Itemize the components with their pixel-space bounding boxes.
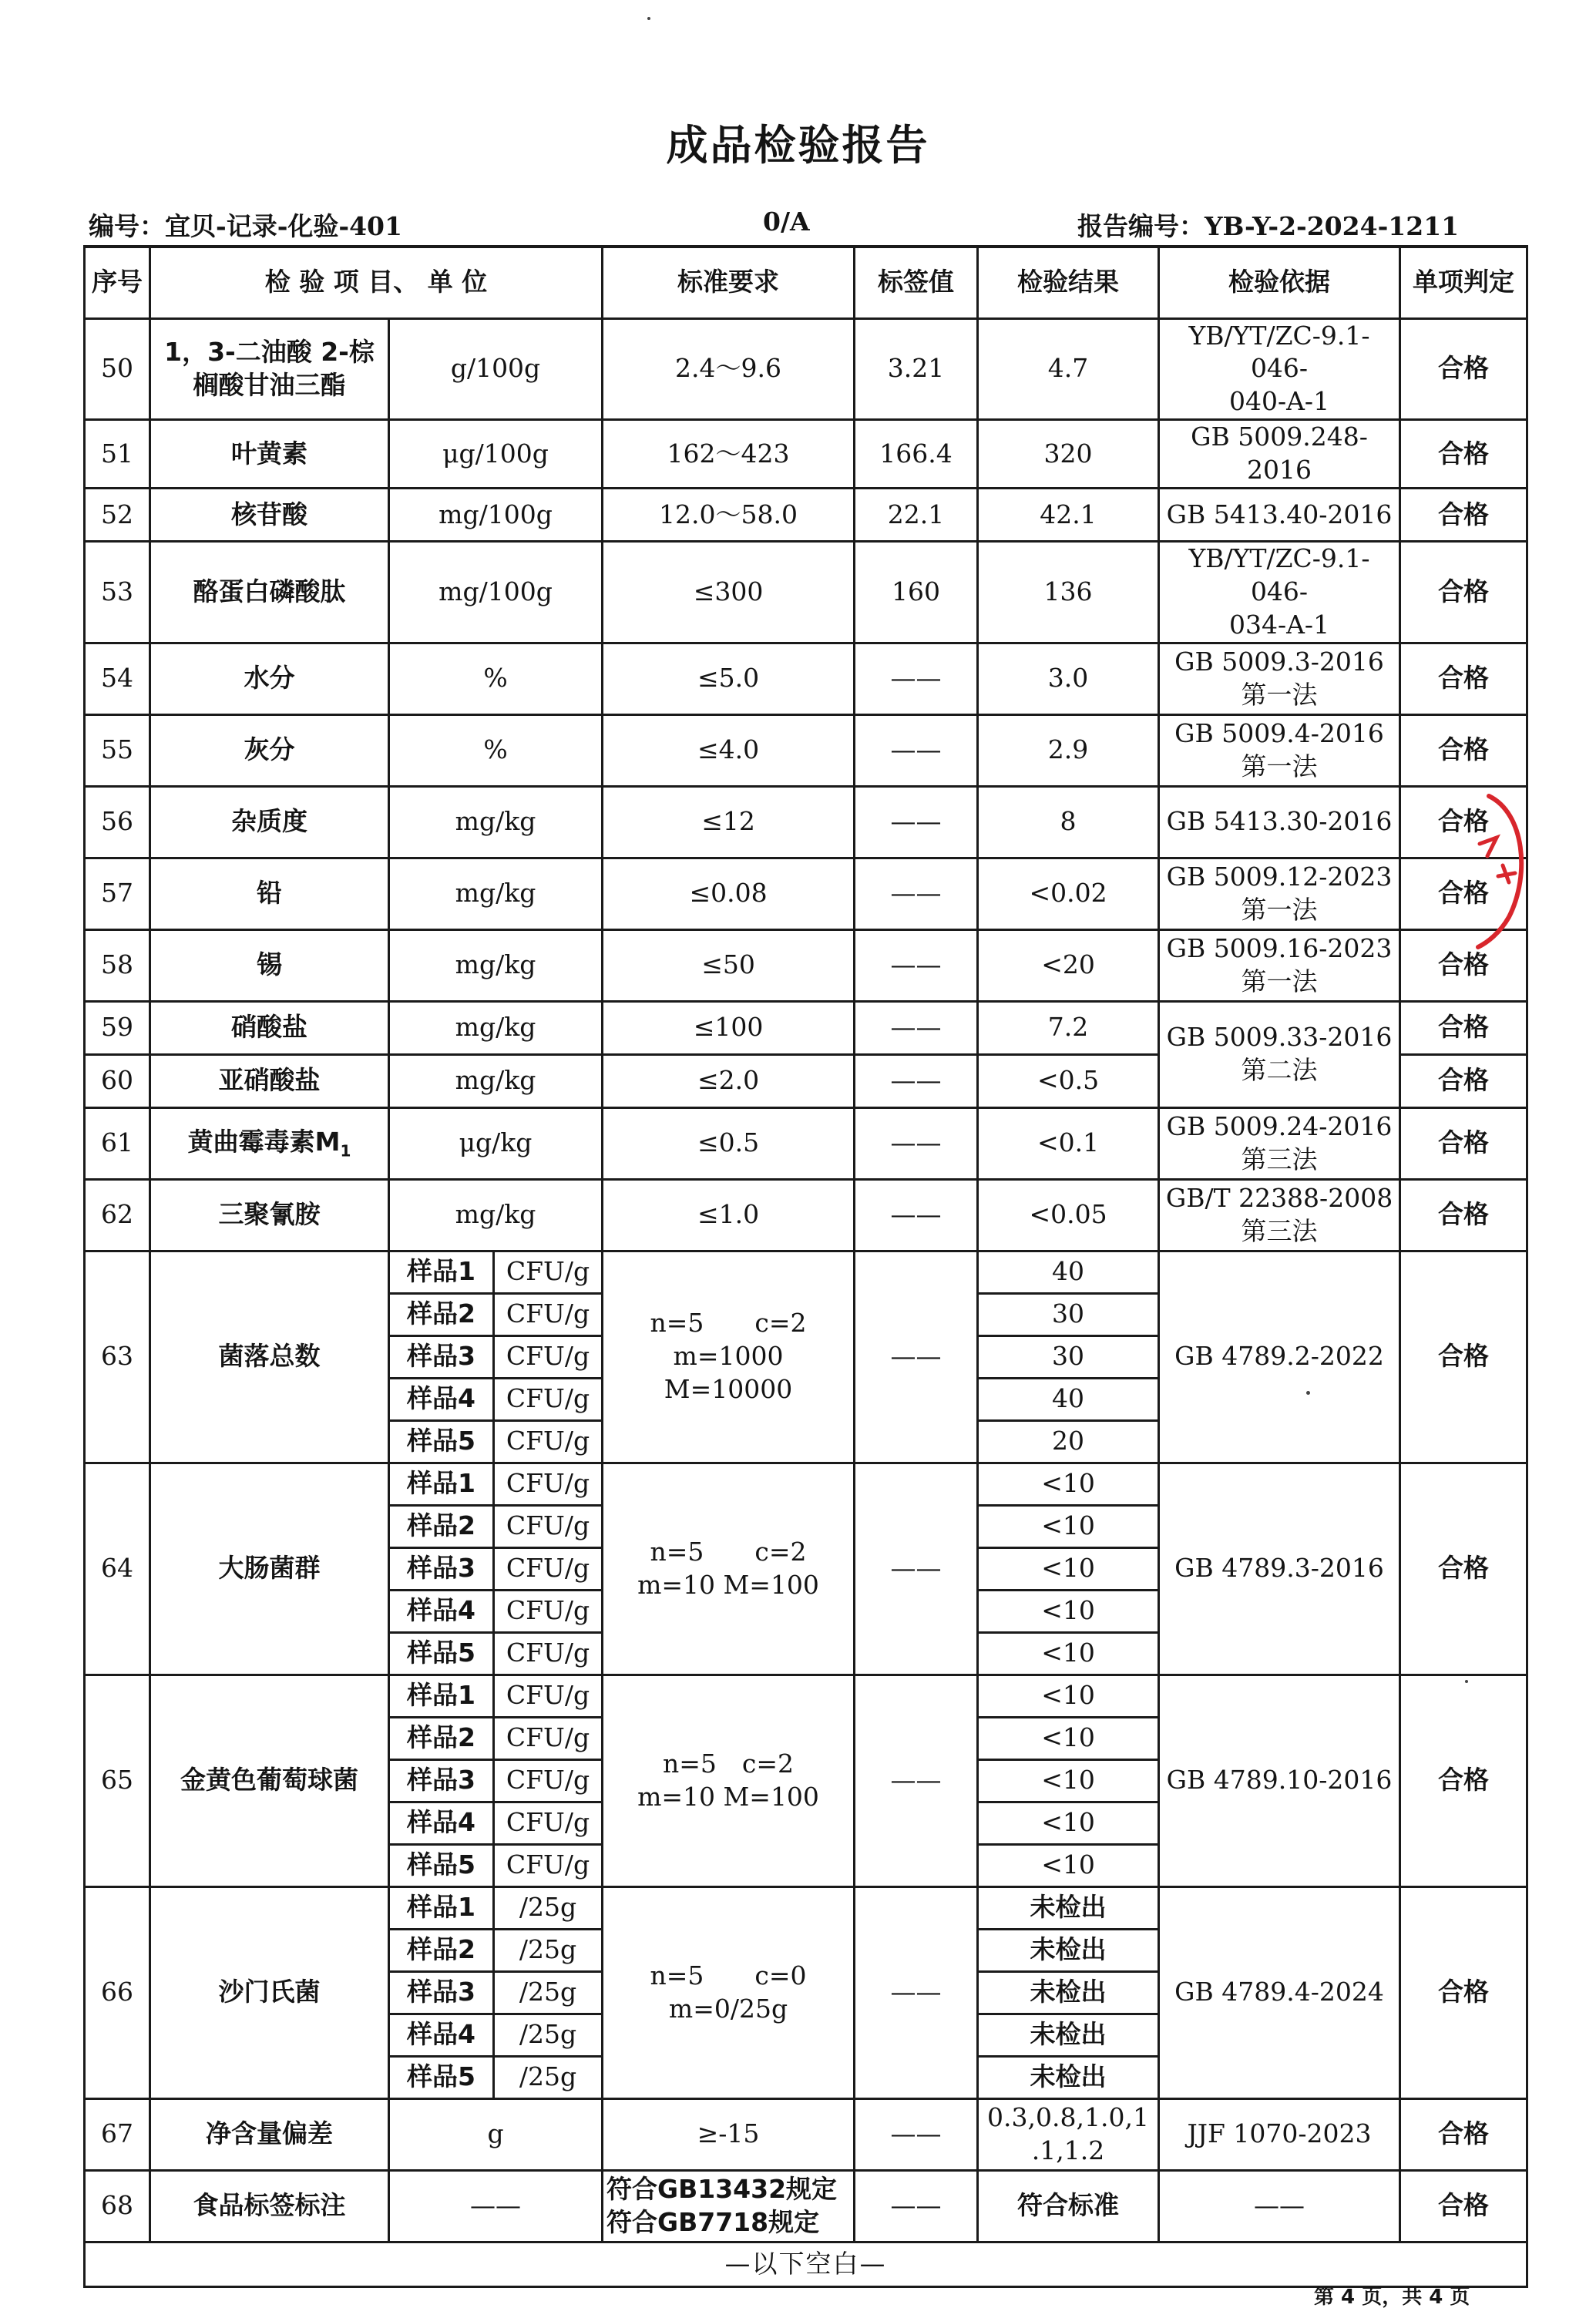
sample-unit: CFU/g bbox=[494, 1378, 603, 1420]
sample-result: <10 bbox=[978, 1759, 1159, 1802]
sample-unit: /25g bbox=[494, 2056, 603, 2098]
item-unit: mg/100g bbox=[389, 488, 603, 541]
standard-requirement: n=5 c=2 m=1000 M=10000 bbox=[603, 1251, 855, 1463]
label-value: —— bbox=[855, 643, 978, 714]
table-row bbox=[85, 929, 1527, 1001]
judgement: 合格 bbox=[1400, 714, 1527, 786]
sample-name: 样品3 bbox=[389, 1547, 494, 1590]
judgement: 合格 bbox=[1400, 786, 1527, 858]
test-basis: GB 5009.16-2023 第一法 bbox=[1159, 929, 1400, 1001]
sample-unit: CFU/g bbox=[494, 1335, 603, 1378]
label-value: —— bbox=[855, 1179, 978, 1251]
label-value: —— bbox=[855, 1001, 978, 1054]
sample-name: 样品1 bbox=[389, 1675, 494, 1717]
item-name: 硝酸盐 bbox=[150, 1001, 389, 1054]
sample-unit: CFU/g bbox=[494, 1802, 603, 1844]
standard-requirement: ≤5.0 bbox=[603, 643, 855, 714]
column-header-standard: 标准要求 bbox=[603, 247, 855, 318]
test-basis: GB/T 22388-2008 第三法 bbox=[1159, 1179, 1400, 1251]
standard-requirement: ≤50 bbox=[603, 929, 855, 1001]
sample-name: 样品4 bbox=[389, 1378, 494, 1420]
item-unit: —— bbox=[389, 2170, 603, 2242]
sample-unit: CFU/g bbox=[494, 1293, 603, 1335]
sample-result: 20 bbox=[978, 1420, 1159, 1463]
sample-unit: CFU/g bbox=[494, 1632, 603, 1675]
sample-name: 样品5 bbox=[389, 1420, 494, 1463]
row-number: 64 bbox=[85, 1463, 150, 1675]
row-number: 62 bbox=[85, 1179, 150, 1251]
test-result: <0.05 bbox=[978, 1179, 1159, 1251]
test-result: 7.2 bbox=[978, 1001, 1159, 1054]
sample-name: 样品1 bbox=[389, 1251, 494, 1293]
standard-requirement: 2.4～9.6 bbox=[603, 318, 855, 420]
sample-result: <10 bbox=[978, 1590, 1159, 1632]
table-row bbox=[85, 1675, 1527, 1717]
judgement: 合格 bbox=[1400, 643, 1527, 714]
row-number: 61 bbox=[85, 1107, 150, 1179]
label-value: —— bbox=[855, 1251, 978, 1463]
row-number: 55 bbox=[85, 714, 150, 786]
sample-name: 样品4 bbox=[389, 2014, 494, 2056]
row-number: 57 bbox=[85, 858, 150, 929]
sample-name: 样品5 bbox=[389, 2056, 494, 2098]
row-number: 53 bbox=[85, 541, 150, 643]
sample-unit: CFU/g bbox=[494, 1717, 603, 1759]
sample-result: <10 bbox=[978, 1547, 1159, 1590]
judgement: 合格 bbox=[1400, 1463, 1527, 1675]
item-name: 杂质度 bbox=[150, 786, 389, 858]
test-result: <20 bbox=[978, 929, 1159, 1001]
sample-result: <10 bbox=[978, 1463, 1159, 1505]
item-name: 食品标签标注 bbox=[150, 2170, 389, 2242]
item-name: 黄曲霉毒素$M_1$ bbox=[150, 1107, 389, 1179]
sample-unit: /25g bbox=[494, 1971, 603, 2014]
label-value: —— bbox=[855, 2170, 978, 2242]
label-value: —— bbox=[855, 1107, 978, 1179]
sample-name: 样品3 bbox=[389, 1759, 494, 1802]
label-value: —— bbox=[855, 714, 978, 786]
test-result: 0.3,0.8,1.0,1 .1,1.2 bbox=[978, 2098, 1159, 2170]
label-value: —— bbox=[855, 929, 978, 1001]
test-result: <0.1 bbox=[978, 1107, 1159, 1179]
item-unit: mg/kg bbox=[389, 1054, 603, 1107]
item-unit: g/100g bbox=[389, 318, 603, 420]
sample-unit: CFU/g bbox=[494, 1759, 603, 1802]
sample-result: 未检出 bbox=[978, 1971, 1159, 2014]
test-basis: —— bbox=[1159, 2170, 1400, 2242]
table-row bbox=[85, 2098, 1527, 2170]
test-basis: GB 5009.24-2016 第三法 bbox=[1159, 1107, 1400, 1179]
test-basis: GB 4789.2-2022 bbox=[1159, 1251, 1400, 1463]
row-number: 59 bbox=[85, 1001, 150, 1054]
standard-requirement: n=5 c=0 m=0/25g bbox=[603, 1886, 855, 2098]
report-title: 成品检验报告 bbox=[666, 121, 930, 170]
sample-result: <10 bbox=[978, 1717, 1159, 1759]
standard-requirement: ≤100 bbox=[603, 1001, 855, 1054]
item-unit: mg/kg bbox=[389, 929, 603, 1001]
sample-unit: /25g bbox=[494, 1886, 603, 1929]
sample-result: 未检出 bbox=[978, 1929, 1159, 1971]
label-value: 160 bbox=[855, 541, 978, 643]
table-row bbox=[85, 1107, 1527, 1179]
judgement: 合格 bbox=[1400, 318, 1527, 420]
judgement: 合格 bbox=[1400, 1251, 1527, 1463]
test-result: 2.9 bbox=[978, 714, 1159, 786]
sample-result: 未检出 bbox=[978, 2056, 1159, 2098]
row-number: 56 bbox=[85, 786, 150, 858]
label-value: —— bbox=[855, 858, 978, 929]
sample-unit: CFU/g bbox=[494, 1844, 603, 1886]
row-number: 66 bbox=[85, 1886, 150, 2098]
row-number: 52 bbox=[85, 488, 150, 541]
judgement: 合格 bbox=[1400, 1107, 1527, 1179]
judgement: 合格 bbox=[1400, 1001, 1527, 1054]
item-unit: mg/kg bbox=[389, 786, 603, 858]
table-row bbox=[85, 1001, 1527, 1054]
judgement: 合格 bbox=[1400, 541, 1527, 643]
test-basis: JJF 1070-2023 bbox=[1159, 2098, 1400, 2170]
sample-unit: CFU/g bbox=[494, 1675, 603, 1717]
column-header-item-unit: 检 验 项 目、 单 位 bbox=[150, 247, 603, 318]
table-header-row bbox=[85, 247, 1527, 318]
sample-name: 样品2 bbox=[389, 1505, 494, 1547]
sample-result: 40 bbox=[978, 1251, 1159, 1293]
row-number: 63 bbox=[85, 1251, 150, 1463]
page-indicator: 第 4 页，共 4 页 bbox=[1314, 2286, 1470, 2309]
sample-result: <10 bbox=[978, 1632, 1159, 1675]
table-row bbox=[85, 1463, 1527, 1505]
item-unit: % bbox=[389, 643, 603, 714]
row-number: 58 bbox=[85, 929, 150, 1001]
item-unit: μg/kg bbox=[389, 1107, 603, 1179]
table-row bbox=[85, 420, 1527, 489]
test-basis: GB 5413.30-2016 bbox=[1159, 786, 1400, 858]
end-note-row bbox=[85, 2242, 1527, 2286]
sample-result: 30 bbox=[978, 1335, 1159, 1378]
table-row bbox=[85, 2170, 1527, 2242]
item-name: 锡 bbox=[150, 929, 389, 1001]
standard-requirement: ≤300 bbox=[603, 541, 855, 643]
table-row bbox=[85, 714, 1527, 786]
label-value: 22.1 bbox=[855, 488, 978, 541]
sample-name: 样品2 bbox=[389, 1929, 494, 1971]
item-name: 沙门氏菌 bbox=[150, 1886, 389, 2098]
sample-result: 未检出 bbox=[978, 1886, 1159, 1929]
judgement: 合格 bbox=[1400, 1054, 1527, 1107]
sample-unit: CFU/g bbox=[494, 1505, 603, 1547]
sample-unit: /25g bbox=[494, 2014, 603, 2056]
table-row bbox=[85, 1179, 1527, 1251]
table-row bbox=[85, 541, 1527, 643]
item-name: 菌落总数 bbox=[150, 1251, 389, 1463]
sample-unit: CFU/g bbox=[494, 1463, 603, 1505]
end-note: —以下空白— bbox=[85, 2242, 1527, 2286]
sample-result: 40 bbox=[978, 1378, 1159, 1420]
standard-requirement: ≤12 bbox=[603, 786, 855, 858]
sample-name: 样品5 bbox=[389, 1844, 494, 1886]
item-name: 大肠菌群 bbox=[150, 1463, 389, 1675]
column-header-result: 检验结果 bbox=[978, 247, 1159, 318]
sample-result: 30 bbox=[978, 1293, 1159, 1335]
test-basis: GB 5009.3-2016 第一法 bbox=[1159, 643, 1400, 714]
row-number: 54 bbox=[85, 643, 150, 714]
item-name: 三聚氰胺 bbox=[150, 1179, 389, 1251]
judgement: 合格 bbox=[1400, 488, 1527, 541]
test-basis: GB 5009.33-2016 第二法 bbox=[1159, 1001, 1400, 1107]
row-number: 60 bbox=[85, 1054, 150, 1107]
label-value: 3.21 bbox=[855, 318, 978, 420]
sample-name: 样品1 bbox=[389, 1886, 494, 1929]
inspection-table bbox=[83, 245, 1528, 2288]
sample-result: <10 bbox=[978, 1844, 1159, 1886]
standard-requirement: ≤2.0 bbox=[603, 1054, 855, 1107]
test-basis: GB 4789.4-2024 bbox=[1159, 1886, 1400, 2098]
test-result: <0.5 bbox=[978, 1054, 1159, 1107]
item-name: 灰分 bbox=[150, 714, 389, 786]
item-name: 1，3-二油酸 2-棕 榈酸甘油三酯 bbox=[150, 318, 389, 420]
sample-name: 样品1 bbox=[389, 1463, 494, 1505]
table-row bbox=[85, 643, 1527, 714]
row-number: 51 bbox=[85, 420, 150, 489]
sample-unit: CFU/g bbox=[494, 1590, 603, 1632]
item-name: 叶黄素 bbox=[150, 420, 389, 489]
item-unit: mg/kg bbox=[389, 858, 603, 929]
test-result: 136 bbox=[978, 541, 1159, 643]
item-name: 净含量偏差 bbox=[150, 2098, 389, 2170]
label-value: 166.4 bbox=[855, 420, 978, 489]
standard-requirement: n=5 c=2 m=10 M=100 bbox=[603, 1675, 855, 1886]
test-result: 42.1 bbox=[978, 488, 1159, 541]
label-value: —— bbox=[855, 1463, 978, 1675]
sample-unit: CFU/g bbox=[494, 1547, 603, 1590]
item-unit: mg/kg bbox=[389, 1179, 603, 1251]
test-basis: YB/YT/ZC-9.1-046- 034-A-1 bbox=[1159, 541, 1400, 643]
label-value: —— bbox=[855, 1886, 978, 2098]
test-basis: GB 4789.3-2016 bbox=[1159, 1463, 1400, 1675]
label-value: —— bbox=[855, 1054, 978, 1107]
sample-unit: /25g bbox=[494, 1929, 603, 1971]
sample-name: 样品4 bbox=[389, 1590, 494, 1632]
column-header-seq: 序号 bbox=[85, 247, 150, 318]
judgement: 合格 bbox=[1400, 1179, 1527, 1251]
sample-name: 样品4 bbox=[389, 1802, 494, 1844]
label-value: —— bbox=[855, 2098, 978, 2170]
sample-name: 样品5 bbox=[389, 1632, 494, 1675]
judgement: 合格 bbox=[1400, 420, 1527, 489]
sample-result: <10 bbox=[978, 1675, 1159, 1717]
table-row bbox=[85, 786, 1527, 858]
test-basis: GB 5009.12-2023 第一法 bbox=[1159, 858, 1400, 929]
test-result: 320 bbox=[978, 420, 1159, 489]
item-name: 金黄色葡萄球菌 bbox=[150, 1675, 389, 1886]
item-unit: g bbox=[389, 2098, 603, 2170]
scan-speck bbox=[1306, 1391, 1310, 1395]
standard-requirement: ≤4.0 bbox=[603, 714, 855, 786]
table-row bbox=[85, 318, 1527, 420]
row-number: 65 bbox=[85, 1675, 150, 1886]
test-basis: GB 5009.248-2016 bbox=[1159, 420, 1400, 489]
standard-requirement: ≤0.5 bbox=[603, 1107, 855, 1179]
sample-result: <10 bbox=[978, 1505, 1159, 1547]
test-result: 符合标准 bbox=[978, 2170, 1159, 2242]
judgement: 合格 bbox=[1400, 1886, 1527, 2098]
item-name: 核苷酸 bbox=[150, 488, 389, 541]
label-value: —— bbox=[855, 1675, 978, 1886]
column-header-basis: 检验依据 bbox=[1159, 247, 1400, 318]
standard-requirement: 符合GB13432规定 符合GB7718规定 bbox=[603, 2170, 855, 2242]
row-number: 67 bbox=[85, 2098, 150, 2170]
row-number: 50 bbox=[85, 318, 150, 420]
standard-requirement: ≥-15 bbox=[603, 2098, 855, 2170]
item-name: 铅 bbox=[150, 858, 389, 929]
standard-requirement: ≤0.08 bbox=[603, 858, 855, 929]
scan-speck bbox=[1465, 1680, 1468, 1683]
judgement: 合格 bbox=[1400, 1675, 1527, 1886]
test-basis: GB 5413.40-2016 bbox=[1159, 488, 1400, 541]
document-code: 编号：宜贝-记录-化验-401 bbox=[89, 211, 402, 241]
table-row bbox=[85, 1886, 1527, 1929]
judgement: 合格 bbox=[1400, 2098, 1527, 2170]
standard-requirement: n=5 c=2 m=10 M=100 bbox=[603, 1463, 855, 1675]
table-row bbox=[85, 1251, 1527, 1293]
standard-requirement: 12.0～58.0 bbox=[603, 488, 855, 541]
sample-name: 样品3 bbox=[389, 1971, 494, 2014]
item-unit: μg/100g bbox=[389, 420, 603, 489]
item-unit: mg/100g bbox=[389, 541, 603, 643]
item-unit: % bbox=[389, 714, 603, 786]
sample-name: 样品2 bbox=[389, 1293, 494, 1335]
item-name: 酪蛋白磷酸肽 bbox=[150, 541, 389, 643]
document-version: 0/A bbox=[763, 207, 810, 237]
item-unit: mg/kg bbox=[389, 1001, 603, 1054]
sample-result: 未检出 bbox=[978, 2014, 1159, 2056]
item-name: 亚硝酸盐 bbox=[150, 1054, 389, 1107]
sample-unit: CFU/g bbox=[494, 1420, 603, 1463]
row-number: 68 bbox=[85, 2170, 150, 2242]
sample-name: 样品2 bbox=[389, 1717, 494, 1759]
item-name: 水分 bbox=[150, 643, 389, 714]
signoff-glyph bbox=[1480, 838, 1515, 882]
table-row bbox=[85, 858, 1527, 929]
test-result: 8 bbox=[978, 786, 1159, 858]
standard-requirement: 162～423 bbox=[603, 420, 855, 489]
sample-result: <10 bbox=[978, 1802, 1159, 1844]
test-basis: GB 5009.4-2016 第一法 bbox=[1159, 714, 1400, 786]
column-header-judgement: 单项判定 bbox=[1400, 247, 1527, 318]
sample-name: 样品3 bbox=[389, 1335, 494, 1378]
handwritten-signoff-mark bbox=[1464, 782, 1549, 952]
report-number: 报告编号：YB-Y-2-2024-1211 bbox=[1077, 211, 1460, 241]
table-row bbox=[85, 488, 1527, 541]
test-basis: YB/YT/ZC-9.1-046- 040-A-1 bbox=[1159, 318, 1400, 420]
test-result: 4.7 bbox=[978, 318, 1159, 420]
test-basis: GB 4789.10-2016 bbox=[1159, 1675, 1400, 1886]
judgement: 合格 bbox=[1400, 929, 1527, 1001]
judgement: 合格 bbox=[1400, 2170, 1527, 2242]
label-value: —— bbox=[855, 786, 978, 858]
sample-unit: CFU/g bbox=[494, 1251, 603, 1293]
scan-speck bbox=[647, 17, 650, 20]
test-result: <0.02 bbox=[978, 858, 1159, 929]
judgement: 合格 bbox=[1400, 858, 1527, 929]
column-header-label: 标签值 bbox=[855, 247, 978, 318]
standard-requirement: ≤1.0 bbox=[603, 1179, 855, 1251]
test-result: 3.0 bbox=[978, 643, 1159, 714]
